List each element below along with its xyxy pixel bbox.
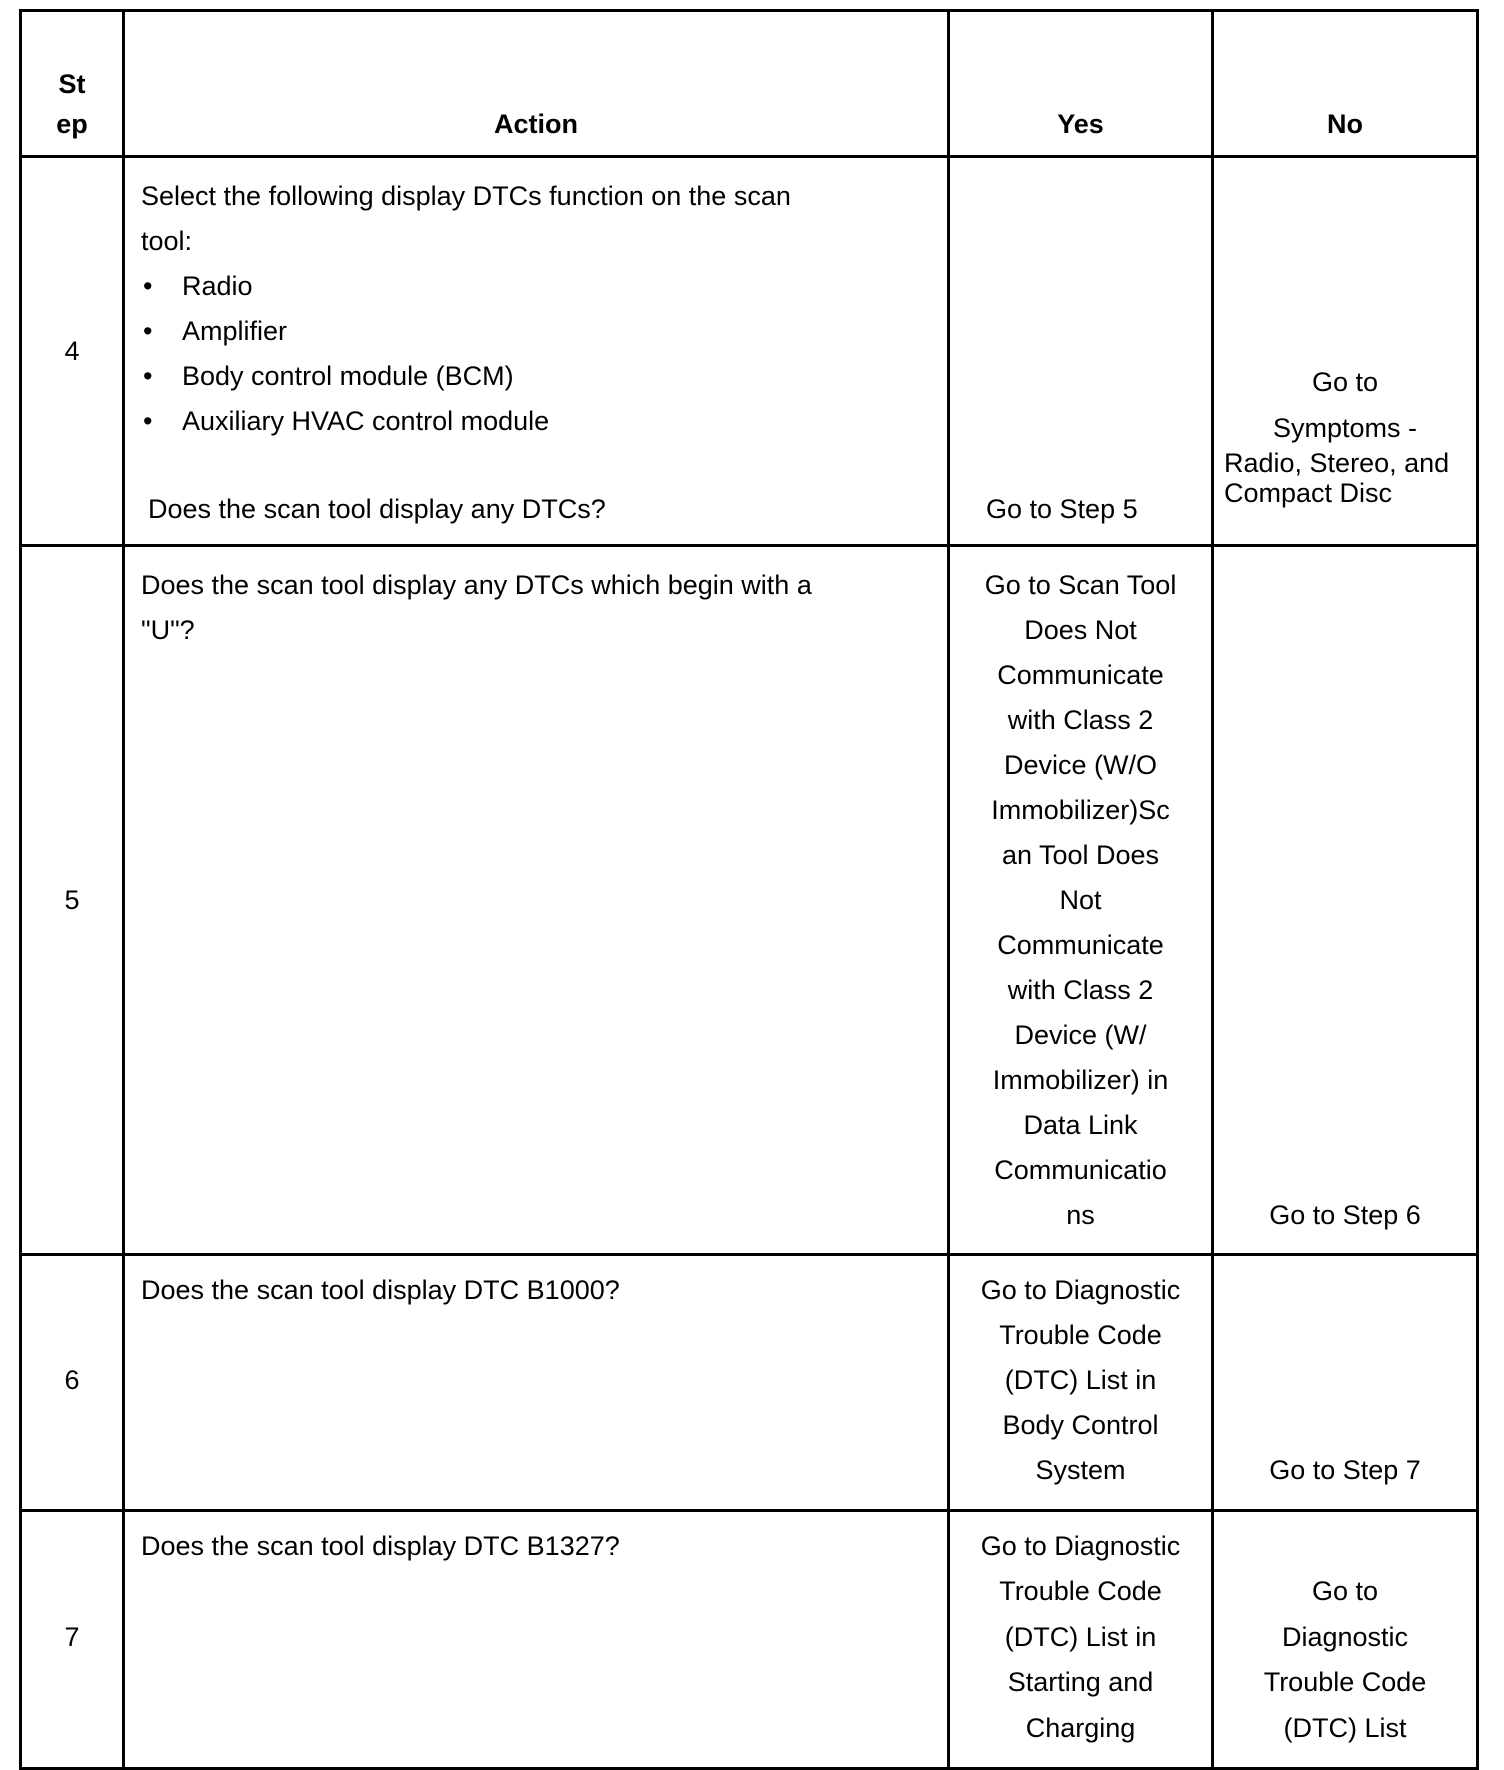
header-step-line: ep <box>56 109 88 139</box>
yes-result-line: Device (W/ <box>1014 1020 1147 1050</box>
bullet-icon: • <box>143 316 153 346</box>
yes-result-line: Communicate <box>997 930 1164 960</box>
header-no: No <box>1327 109 1363 139</box>
yes-result-line: Starting and <box>1007 1667 1154 1697</box>
yes-result-line: Device (W/O <box>1003 750 1157 780</box>
action-text-line: "U"? <box>141 615 195 645</box>
step-number: 5 <box>64 885 80 915</box>
no-result-line: Trouble Code <box>1263 1667 1427 1697</box>
table-border-right <box>1476 9 1479 1770</box>
yes-result-line: with Class 2 <box>1007 975 1154 1005</box>
header-step-line: St <box>58 69 86 99</box>
yes-result-line: Trouble Code <box>999 1320 1162 1350</box>
no-result: Go to Step 7 <box>1269 1455 1421 1485</box>
action-text-line: Does the scan tool display DTC B1000? <box>141 1275 620 1305</box>
yes-result-line: Communicatio <box>994 1155 1167 1185</box>
column-divider <box>1211 9 1214 1770</box>
row-divider <box>19 1509 1479 1512</box>
action-text-line: Does the scan tool display any DTCs which begin with a <box>141 570 812 600</box>
yes-result-line: Charging <box>1025 1713 1136 1743</box>
header-divider <box>19 155 1479 158</box>
list-item: Auxiliary HVAC control module <box>182 406 550 436</box>
no-result-line: Symptoms - <box>1272 413 1418 443</box>
no-result-line: Go to <box>1311 367 1379 397</box>
list-item: Amplifier <box>182 316 288 346</box>
yes-result: Go to Step 5 <box>986 494 1138 524</box>
action-text-line: Does the scan tool display DTC B1327? <box>141 1531 620 1561</box>
header-action: Action <box>494 109 578 139</box>
no-result-line: Go to <box>1311 1576 1379 1606</box>
bullet-icon: • <box>143 361 153 391</box>
step-number: 7 <box>64 1622 80 1652</box>
yes-result-line: (DTC) List in <box>1004 1365 1157 1395</box>
no-result-line: (DTC) List <box>1283 1713 1407 1743</box>
no-result-line: Diagnostic <box>1281 1622 1409 1652</box>
yes-result-line: (DTC) List in <box>1004 1622 1157 1652</box>
yes-result-line: Go to Scan Tool <box>984 570 1177 600</box>
step-number: 6 <box>64 1365 80 1395</box>
yes-result-line: Not <box>1059 885 1102 915</box>
yes-result-line: Go to Diagnostic <box>980 1275 1181 1305</box>
no-result-line: Radio, Stereo, and <box>1224 448 1450 478</box>
yes-result-line: Immobilizer)Sc <box>991 795 1170 825</box>
table-border-top <box>19 9 1479 12</box>
yes-result-line: Communicate <box>997 660 1164 690</box>
header-yes: Yes <box>1057 109 1104 139</box>
row-divider <box>19 1253 1479 1256</box>
yes-result-line: Immobilizer) in <box>992 1065 1169 1095</box>
list-item: Body control module (BCM) <box>182 361 514 391</box>
yes-result-line: with Class 2 <box>1007 705 1154 735</box>
yes-result-line: Data Link <box>1023 1110 1138 1140</box>
yes-result-line: Go to Diagnostic <box>980 1531 1181 1561</box>
yes-result-line: ns <box>1066 1200 1095 1230</box>
row-divider <box>19 544 1479 547</box>
yes-result-line: an Tool Does <box>1001 840 1160 870</box>
column-divider <box>122 9 125 1770</box>
bullet-icon: • <box>143 406 153 436</box>
action-text-line: Select the following display DTCs function on the scan <box>141 181 791 211</box>
yes-result-line: Trouble Code <box>999 1576 1162 1606</box>
yes-result-line: System <box>1035 1455 1126 1485</box>
no-result: Go to Step 6 <box>1269 1200 1421 1230</box>
step-number: 4 <box>64 336 80 366</box>
action-question: Does the scan tool display any DTCs? <box>148 494 606 524</box>
yes-result-line: Does Not <box>1024 615 1137 645</box>
action-text-line: tool: <box>141 226 193 256</box>
bullet-icon: • <box>143 271 153 301</box>
list-item: Radio <box>182 271 253 301</box>
yes-result-line: Body Control <box>1002 1410 1159 1440</box>
no-result-line: Compact Disc <box>1224 478 1393 508</box>
